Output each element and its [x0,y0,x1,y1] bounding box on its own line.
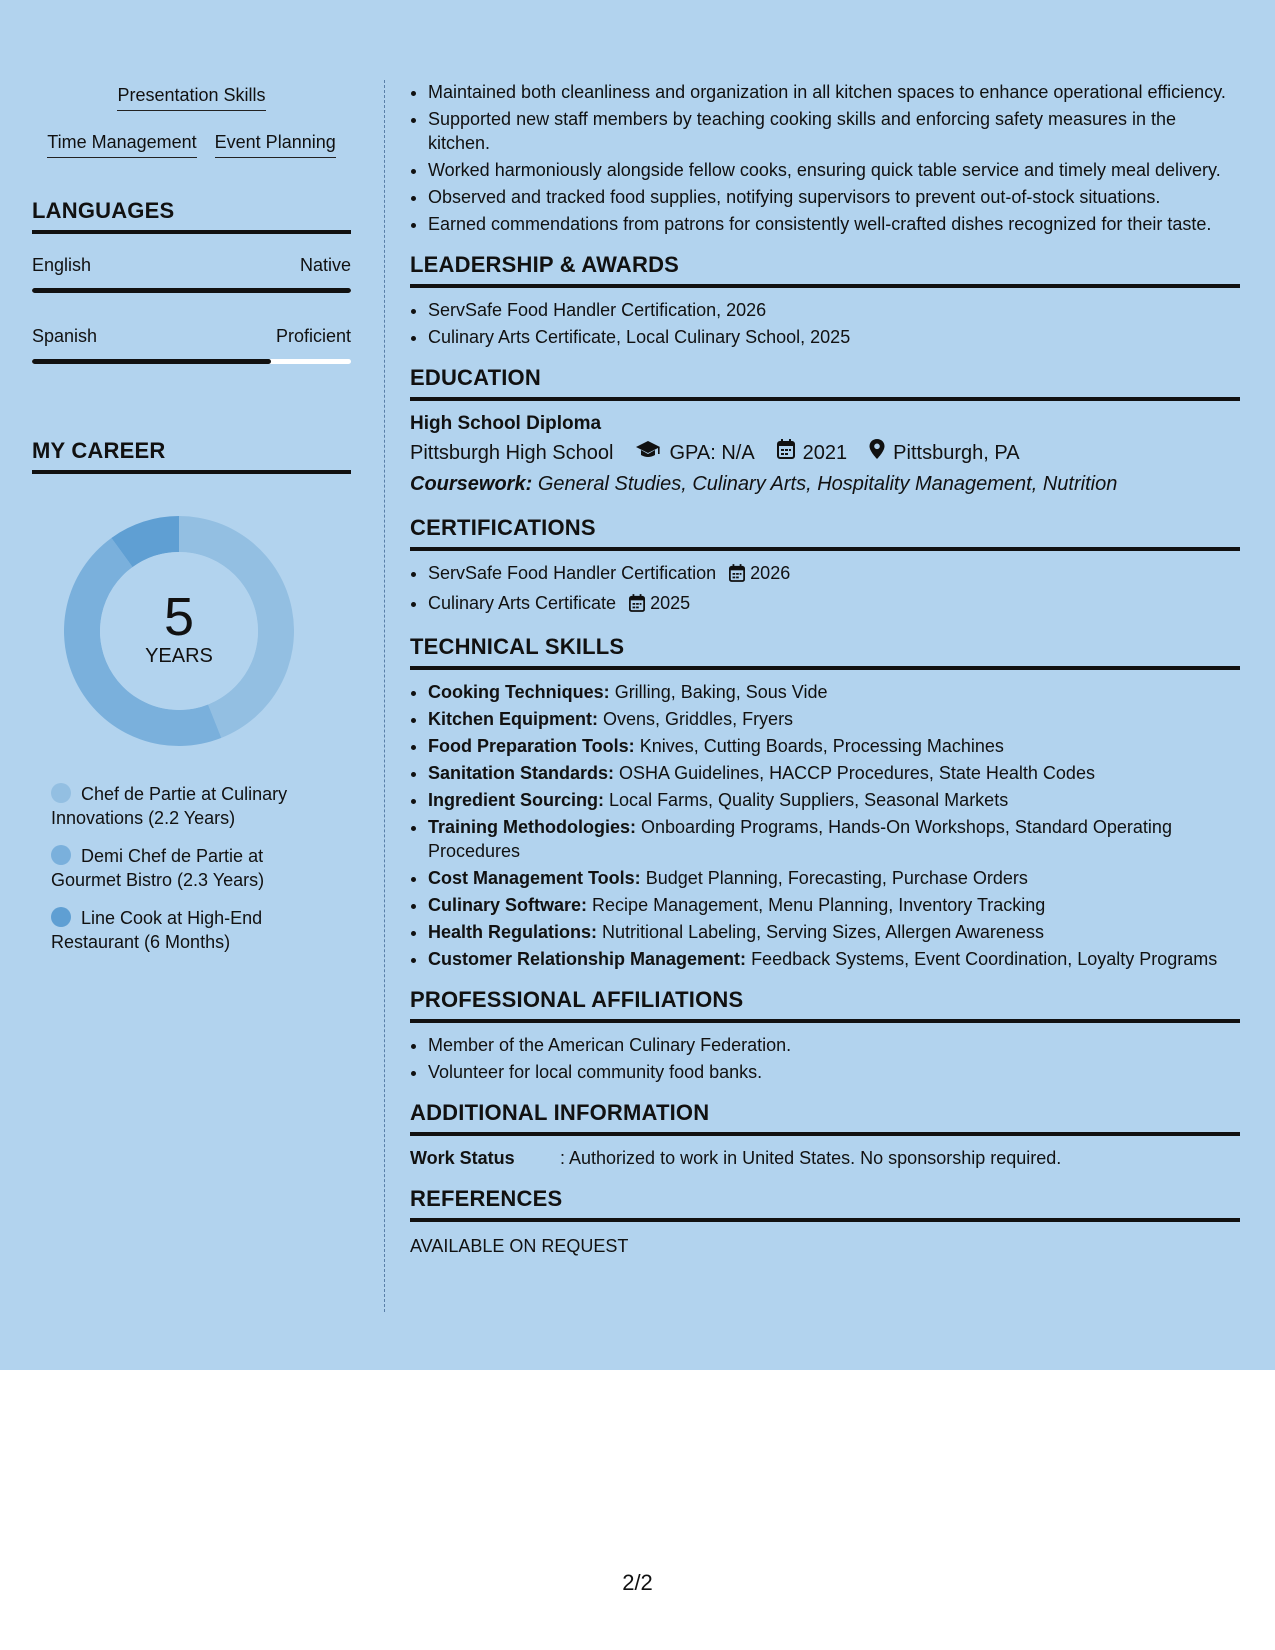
affiliation-item: • Volunteer for local community food banks. [428,1060,1240,1084]
graduation-cap-icon [635,437,661,469]
education-location: Pittsburgh, PA [893,442,1020,464]
technical-skills-heading: TECHNICAL SKILLS [410,634,1240,670]
skill-label: Culinary Software: [428,895,588,915]
skill-row [32,84,351,111]
work-status-row [410,1146,1240,1170]
skill-label: Food Preparation Tools: [428,736,635,756]
language-bar [32,288,351,293]
certifications-heading: CERTIFICATIONS [410,515,1240,551]
language-bar-fill [32,359,271,364]
affiliations-list [410,1033,1240,1084]
legend-dot [51,783,71,803]
certification-name: Culinary Arts Certificate [428,593,617,613]
language-name: Spanish [32,326,98,346]
career-heading: MY CAREER [32,438,351,474]
certification-year: 2025 [650,593,691,613]
legend-dot [51,907,71,927]
skill-label: Sanitation Standards: [428,763,615,783]
legend-item [51,906,311,954]
skill-label: Training Methodologies: [428,817,636,837]
technical-skill-item [428,707,1240,731]
skill-value: Ovens, Griddles, Fryers [603,709,794,729]
additional-info-heading: ADDITIONAL INFORMATION [410,1100,1240,1136]
leadership-item: • ServSafe Food Handler Certification, 2026 [428,298,1240,322]
language-level: Proficient [275,326,351,346]
skill-label: Ingredient Sourcing: [428,790,605,810]
column-divider [384,80,385,1312]
skill-row [32,131,351,158]
main-column [410,80,1240,1258]
languages-heading: LANGUAGES [32,198,351,234]
language-level: Native [299,255,351,275]
language-item [32,254,351,293]
work-status-label: Work Status [410,1148,515,1168]
coursework-label: Coursework: [410,473,533,495]
technical-skill-item [428,734,1240,758]
education-year: 2021 [802,442,848,464]
coursework-value: General Studies, Culinary Arts, Hospitality Management, Nutrition [537,473,1118,495]
experience-bullet: • Maintained both cleanliness and organization in all kitchen spaces to enhance operational efficiency. [428,80,1240,104]
skill-value: Recipe Management, Menu Planning, Inventory Tracking [592,895,1046,915]
technical-skill-item [428,761,1240,785]
skill-value: Grilling, Baking, Sous Vide [614,682,828,702]
career-total-unit: YEARS [145,645,213,667]
education-heading: EDUCATION [410,365,1240,401]
leadership-heading: LEADERSHIP & AWARDS [410,252,1240,288]
legend-item [51,844,311,892]
language-item [32,325,351,364]
career-section [32,438,351,954]
map-pin-icon [869,437,885,469]
technical-skill-item [428,947,1240,971]
calendar-icon [729,564,745,588]
donut-center [64,516,294,746]
certification-name: ServSafe Food Handler Certification [428,563,717,583]
skill-chip: Time Management [47,131,196,158]
skill-label: Customer Relationship Management: [428,949,747,969]
technical-skill-item [428,920,1240,944]
technical-skill-item [428,893,1240,917]
language-name: English [32,255,92,275]
page-number: 2/2 [622,1570,653,1595]
skill-value: Knives, Cutting Boards, Processing Machines [639,736,1004,756]
calendar-icon [629,594,645,618]
education-details [410,437,1240,469]
technical-skills-list [410,680,1240,971]
languages-section [32,198,351,364]
language-bar-fill [32,288,351,293]
references-text: AVAILABLE ON REQUEST [410,1236,629,1256]
education-school: Pittsburgh High School [410,442,614,464]
certification-item [428,561,1240,588]
leadership-list [410,298,1240,349]
certification-year: 2026 [750,563,791,583]
sidebar [32,84,351,968]
technical-skill-item [428,788,1240,812]
skill-label: Kitchen Equipment: [428,709,598,729]
skill-value: Onboarding Programs, Hands-On Workshops, Standard Operating Procedures [428,817,1172,861]
calendar-icon [777,437,795,469]
experience-bullets [410,80,1240,236]
legend-dot [51,845,71,865]
technical-skill-item [428,680,1240,704]
affiliation-item: • Member of the American Culinary Federation. [428,1033,1240,1057]
language-bar [32,359,351,364]
experience-bullet: • Worked harmoniously alongside fellow cooks, ensuring quick table service and timely meal delivery. [428,158,1240,182]
certification-item [428,591,1240,618]
career-legend [51,782,351,954]
legend-label: Line Cook at High-End Restaurant (6 Months) [51,908,263,952]
skill-label: Cost Management Tools: [428,868,641,888]
certifications-list [410,561,1240,618]
legend-item [51,782,311,830]
skill-value: Budget Planning, Forecasting, Purchase Orders [645,868,1028,888]
experience-bullet: • Supported new staff members by teaching cooking skills and enforcing safety measures in the kitchen. [428,107,1240,155]
education-gpa: GPA: N/A [669,442,755,464]
skill-value: Feedback Systems, Event Coordination, Loyalty Programs [751,949,1218,969]
technical-skill-item [428,815,1240,863]
skill-chip: Presentation Skills [117,84,265,111]
experience-bullet: • Earned commendations from patrons for consistently well-crafted dishes recognized for their taste. [428,212,1240,236]
education-coursework [410,469,1240,499]
references-heading: REFERENCES [410,1186,1240,1222]
technical-skill-item [428,866,1240,890]
education-degree: High School Diploma [410,413,602,434]
affiliations-heading: PROFESSIONAL AFFILIATIONS [410,987,1240,1023]
skills-chips [32,84,351,158]
skill-value: Nutritional Labeling, Serving Sizes, Allergen Awareness [602,922,1044,942]
skill-value: Local Farms, Quality Suppliers, Seasonal Markets [609,790,1009,810]
legend-label: Chef de Partie at Culinary Innovations (2.2 Years) [51,784,288,828]
career-total-number: 5 [163,587,195,647]
legend-label: Demi Chef de Partie at Gourmet Bistro (2.3 Years) [51,846,265,890]
skill-chip: Event Planning [215,131,336,158]
experience-bullet: • Observed and tracked food supplies, notifying supervisors to prevent out-of-stock situations. [428,185,1240,209]
leadership-item: • Culinary Arts Certificate, Local Culinary School, 2025 [428,325,1240,349]
career-donut-chart [64,516,294,746]
skill-label: Cooking Techniques: [428,682,610,702]
skill-value: OSHA Guidelines, HACCP Procedures, State Health Codes [619,763,1095,783]
work-status-value: : Authorized to work in United States. No sponsorship required. [560,1148,1062,1168]
skill-label: Health Regulations: [428,922,598,942]
